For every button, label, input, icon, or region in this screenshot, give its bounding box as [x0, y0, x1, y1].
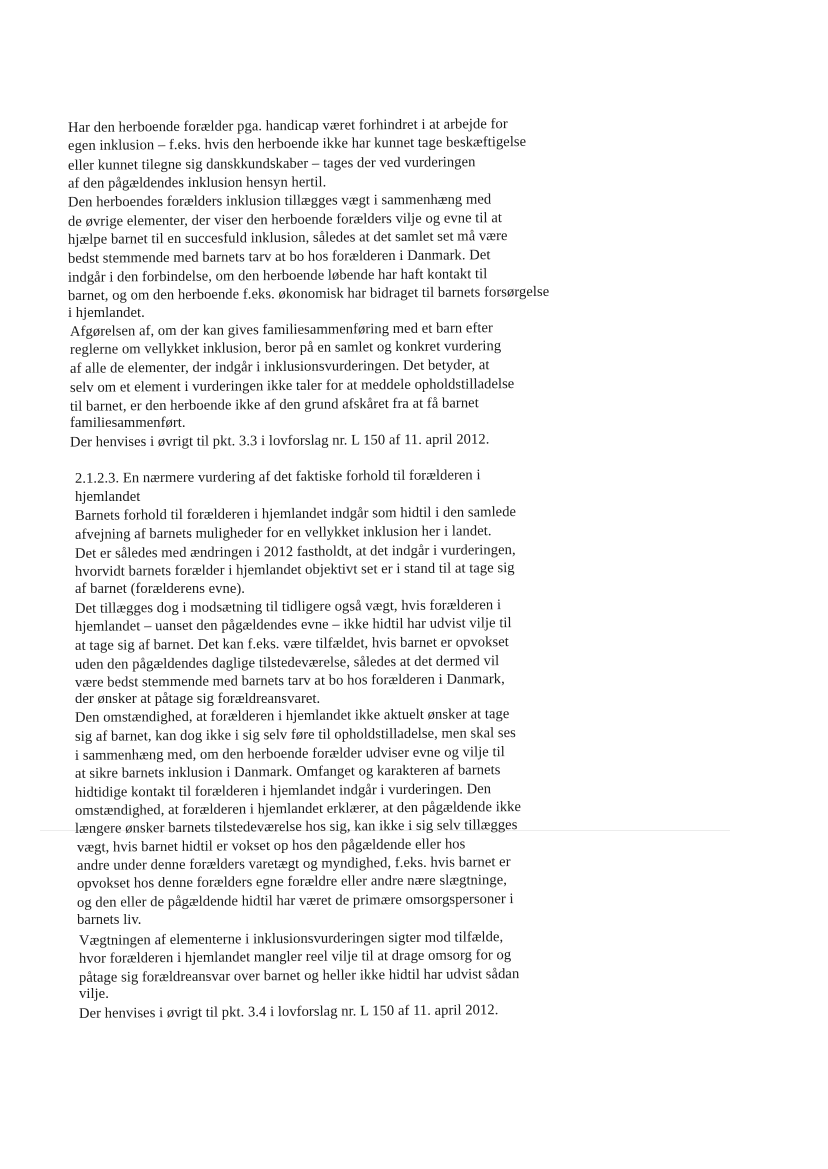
text-line: de øvrige elementer, der viser den herboende forælders vilje og evne til at	[67, 210, 502, 230]
text-line: hjemlandet – uanset den pågældendes evne – ikke hidtil har udvist vilje til	[74, 615, 512, 635]
text-line: andre under denne forælders varetægt og myndighed, f.eks. hvis barnet er	[76, 854, 511, 874]
text-line: vægt, hvis barnet hidtil er vokset op hos den pågældende eller hos	[76, 836, 466, 856]
text-line: vilje.	[79, 986, 109, 1002]
text-line: reglerne om vellykket inklusion, beror på en samlet og konkret vurdering	[69, 338, 502, 358]
text-line: afvejning af barnets muligheder for en vellykket inklusion her i landet.	[74, 523, 492, 543]
section-heading: hjemlandet	[75, 489, 141, 505]
text-line: indgår i den forbindelse, om den herboende løbende har haft kontakt til	[67, 266, 488, 286]
text-line: påtage sig forældreansvar over barnet og heller ikke hidtil har udvist sådan	[78, 966, 520, 986]
text-line: Vægtningen af elementerne i inklusionsvurderingen sigter mod tilfælde,	[78, 929, 504, 949]
text-line: Den omstændighed, at forælderen i hjemlandet ikke aktuelt ønsker at tage	[74, 706, 510, 726]
text-line: Der henvises i øvrigt til pkt. 3.4 i lovforslag nr. L 150 af 11. april 2012.	[78, 1002, 499, 1022]
text-line: i hjemlandet.	[68, 305, 145, 321]
text-line: Den herboendes forælders inklusion tillægges vægt i sammenhæng med	[67, 191, 492, 211]
text-line: hvor forælderen i hjemlandet mangler reel vilje til at drage omsorg for og	[78, 947, 512, 967]
text-line: sig af barnet, kan dog ikke i sig selv føre til opholdstilladelse, men skal ses	[74, 725, 516, 745]
text-line: af den pågældendes inklusion hensyn hertil.	[67, 174, 327, 192]
text-line: der ønsker at påtage sig forældreansvaret.	[75, 691, 321, 707]
text-line: uden den pågældendes daglige tilstedeværelse, således at det dermed vil	[74, 653, 500, 673]
text-line: være bedst stemmende med barnets tarv at bo hos forælderen i Danmark,	[74, 671, 505, 691]
text-line: hvorvidt barnets forælder i hjemlandet objektivt set er i stand til at tage sig	[74, 560, 515, 580]
text-line: Det er således med ændringen i 2012 fastholdt, at det indgår i vurderingen,	[74, 542, 516, 562]
text-line: Barnets forhold til forælderen i hjemlandet indgår som hidtil i den samlede	[74, 504, 517, 524]
text-line: af alle de elementer, der indgår i inklusionsvurderingen. Det betyder, at	[69, 357, 490, 377]
text-line: omstændighed, at forælderen i hjemlandet erklærer, at den pågældende ikke	[74, 799, 522, 819]
text-line: og den eller de pågældende hidtil har været de primære omsorgspersoner i	[76, 891, 514, 911]
text-line: Det tillægges dog i modsætning til tidligere også vægt, hvis forælderen i	[74, 597, 502, 617]
text-line: opvokset hos denne forælders egne forældre eller andre nære slægtninge,	[76, 872, 507, 892]
text-line: hidtidige kontakt til forælderen i hjemlandet indgår i vurderingen. Den	[74, 781, 492, 801]
section-heading: 2.1.2.3. En nærmere vurdering af det faktiske forhold til forælderen i	[74, 467, 481, 487]
text-line: bedst stemmende med barnets tarv at bo hos forælderen i Danmark. Det	[67, 247, 491, 267]
text-line: familiesammenført.	[70, 415, 186, 431]
text-line: Har den herboende forælder pga. handicap været forhindret i at arbejde for	[67, 116, 508, 136]
text-line: egen inklusion – f.eks. hvis den herboende ikke har kunnet tage beskæftigelse	[67, 134, 527, 154]
text-line: hjælpe barnet til en succesfuld inklusion, således at det samlet set må være	[67, 228, 508, 248]
text-line: at tage sig af barnet. Det kan f.eks. være tilfældet, hvis barnet er opvokset	[74, 634, 509, 654]
text-line: Afgørelsen af, om der kan gives familiesammenføring med et barn efter	[69, 320, 493, 340]
text-line: af barnet (forælderens evne).	[75, 581, 246, 597]
text-line: selv om et element i vurderingen ikke taler for at meddele opholdstilladelse	[69, 376, 515, 396]
text-line: barnets liv.	[77, 912, 142, 928]
text-line: til barnet, er den herboende ikke af den grund afskåret fra at få barnet	[69, 395, 479, 415]
text-line: barnet, og om den herboende f.eks. økonomisk har bidraget til barnets forsørgelse	[67, 283, 550, 305]
text-line: Der henvises i øvrigt til pkt. 3.3 i lovforslag nr. L 150 af 11. april 2012.	[69, 431, 490, 451]
text-line: længere ønsker barnets tilstedeværelse hos sig, kan ikke i sig selv tillægges	[74, 817, 518, 837]
text-line: i sammenhæng med, om den herboende forælder udviser evne og vilje til	[74, 744, 505, 764]
text-line: eller kunnet tilegne sig danskkundskaber – tages der ved vurderingen	[67, 154, 476, 174]
text-line: at sikre barnets inklusion i Danmark. Omfanget og karakteren af barnets	[74, 762, 501, 782]
